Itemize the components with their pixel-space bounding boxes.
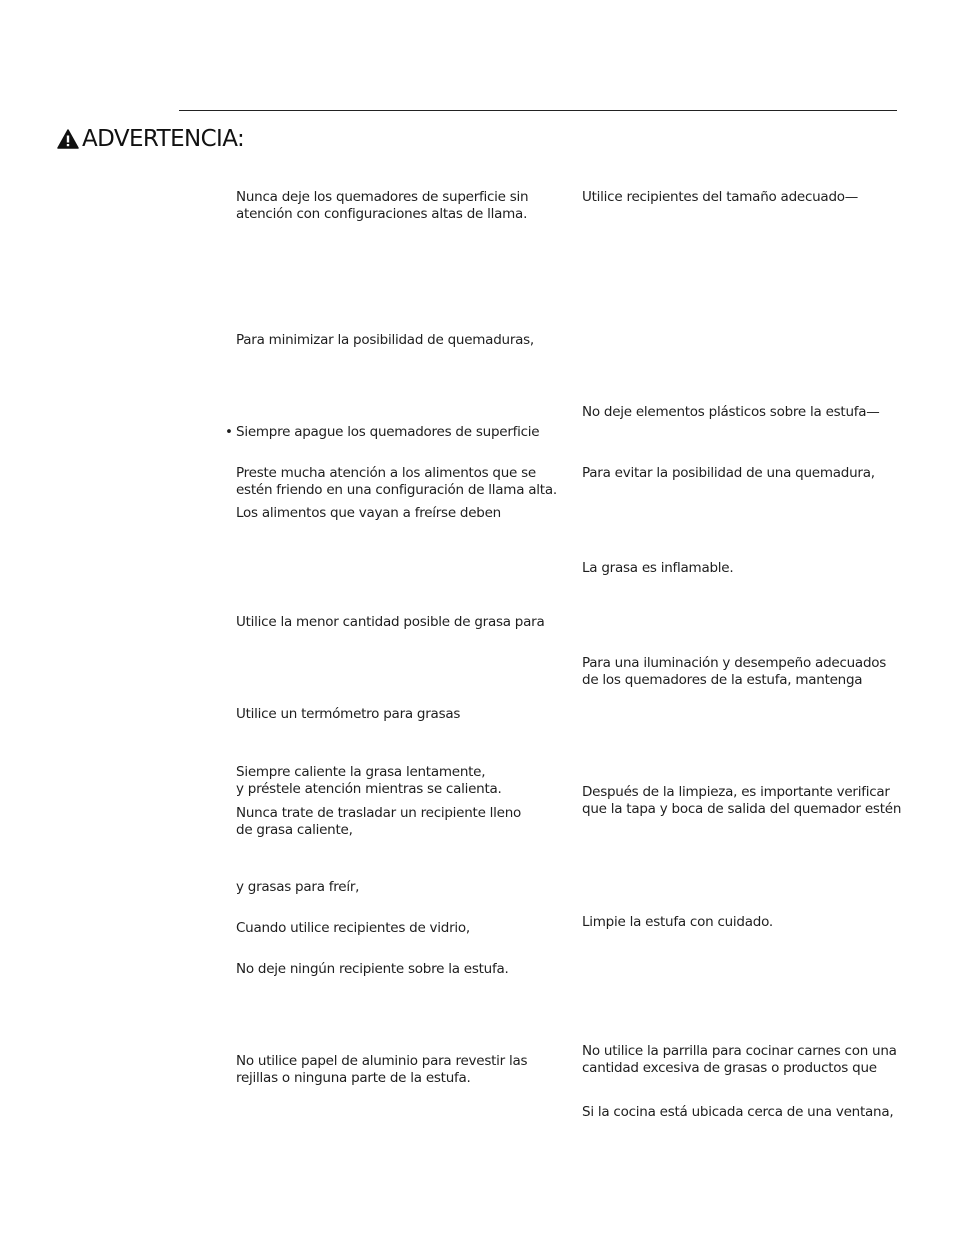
left-item-line: y grasas para freír, (236, 879, 360, 895)
left-item-glass-cookware (236, 920, 470, 937)
right-item-avoid-burn (582, 465, 875, 482)
left-item-line: No deje ningún recipiente sobre la estufa. (236, 961, 509, 977)
warning-triangle-icon (57, 129, 79, 149)
right-item-after-cleaning (582, 784, 901, 818)
right-item-line: No deje elementos plásticos sobre la estufa— (582, 404, 880, 420)
warning-label: ADVERTENCIA: (82, 126, 245, 152)
left-item-heat-fat-slowly (236, 764, 502, 798)
left-item-line: Los alimentos que vayan a freírse deben (236, 505, 501, 521)
left-item-foods-to-fry (236, 505, 501, 522)
right-item-line: Para evitar la posibilidad de una quemadura, (582, 465, 875, 481)
right-item-line: Si la cocina está ubicada cerca de una ventana, (582, 1104, 894, 1120)
left-item-line: Siempre caliente la grasa lentamente, (236, 764, 486, 780)
right-item-line: No utilice la parrilla para cocinar carnes con una (582, 1043, 897, 1059)
right-item-no-plastics (582, 404, 880, 421)
right-item-line: La grasa es inflamable. (582, 560, 734, 576)
right-item-line: cantidad excesiva de grasas o productos que (582, 1060, 877, 1076)
right-item-burner-performance (582, 655, 886, 689)
right-item-line: que la tapa y boca de salida del quemador estén (582, 801, 902, 817)
left-item-unattended-burners (236, 189, 528, 223)
right-item-line: Para una iluminación y desempeño adecuados (582, 655, 887, 671)
left-item-minimal-fat (236, 614, 544, 631)
right-item-grease-flammable (582, 560, 733, 577)
left-item-fat-thermometer (236, 706, 460, 723)
right-item-proper-pan-size (582, 189, 858, 206)
left-item-no-aluminum-foil (236, 1053, 527, 1087)
warning-heading (57, 124, 244, 154)
bullet-dot: • (225, 424, 233, 440)
right-item-line: Después de la limpieza, es importante verificar (582, 784, 890, 800)
right-item-line: de los quemadores de la estufa, mantenga (582, 672, 863, 688)
right-item-no-broiler-pan (582, 1043, 897, 1077)
left-item-line: Para minimizar la posibilidad de quemaduras, (236, 332, 534, 348)
left-item-minimize-burns (236, 332, 534, 349)
left-item-line: rejillas o ninguna parte de la estufa. (236, 1070, 471, 1086)
left-item-turn-off-burners (225, 424, 540, 441)
left-item-line: No utilice papel de aluminio para revestir las (236, 1053, 528, 1069)
right-item-line: Utilice recipientes del tamaño adecuado— (582, 189, 859, 205)
left-item-line: Utilice la menor cantidad posible de grasa para (236, 614, 545, 630)
left-item-line: atención con configuraciones altas de llama. (236, 206, 528, 222)
left-item-no-empty-pans (236, 961, 509, 978)
right-item-line: Limpie la estufa con cuidado. (582, 914, 773, 930)
left-item-line: Siempre apague los quemadores de superficie (236, 424, 540, 440)
left-item-line: Nunca deje los quemadores de superficie sin (236, 189, 529, 205)
left-item-line: de grasa caliente, (236, 822, 353, 838)
right-item-clean-carefully (582, 914, 773, 931)
left-item-watch-frying (236, 465, 557, 499)
left-item-line: Preste mucha atención a los alimentos que se (236, 465, 536, 481)
left-item-line: y préstele atención mientras se calienta. (236, 781, 502, 797)
left-item-line: Nunca trate de trasladar un recipiente lleno (236, 805, 522, 821)
header-divider (179, 110, 897, 111)
left-item-line: Cuando utilice recipientes de vidrio, (236, 920, 470, 936)
left-item-line: Utilice un termómetro para grasas (236, 706, 461, 722)
left-item-move-hot-fat (236, 805, 521, 839)
right-item-near-window (582, 1104, 893, 1121)
left-item-frying-fats (236, 879, 359, 896)
left-item-line: estén friendo en una configuración de llama alta. (236, 482, 557, 498)
